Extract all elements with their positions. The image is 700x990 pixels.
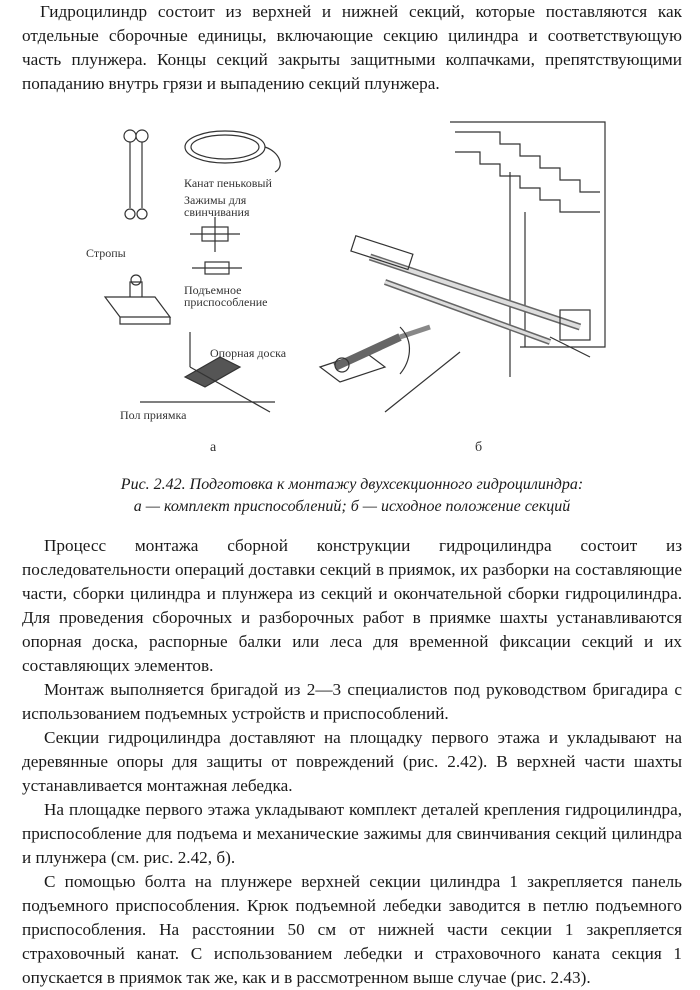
label-lifting-line1: Подъемное: [184, 283, 242, 297]
clamps-drawing: [190, 217, 242, 274]
body-text: [22, 534, 682, 990]
caption-line2: а — комплект приспособлений; б — исходное положение секций: [133, 498, 571, 515]
lifting-device-drawing: [105, 275, 170, 324]
label-slings: Стропы: [86, 246, 126, 260]
label-clamps-line1: Зажимы для: [184, 193, 247, 207]
label-subfigure-b: б: [475, 440, 483, 455]
intro-paragraph: Гидроцилиндр состоит из верхней и нижней секций, которые поставляются как отдельные сборочные единицы, включающие секцию цилиндра и соответствующую часть плунжера. Концы секций закрыты защитными колпачками, препятствующими попаданию внутрь грязи и выпадению секций плунжера.: [22, 2, 682, 93]
slings-drawing: [124, 130, 148, 219]
figure-2-42: [80, 112, 640, 462]
support-board-drawing: [140, 332, 275, 412]
paragraph-assembly-process: Процесс монтажа сборной конструкции гидроцилиндра состоит из последовательности операций доставки секций в приямок, их разборки на составляющие части, сборки цилиндра и плунжера из секций и окончательной сборки гидроцилиндра. Для проведения сборочных и разборочных работ в приямке шахты устанавливаются опорная доска, распорные балки или леса для временной фиксации секций и их составляющих элементов.: [22, 536, 682, 675]
label-support-board: Опорная доска: [210, 346, 287, 360]
paragraph-team: Монтаж выполняется бригадой из 2—3 специалистов под руководством бригадира с использованием подъемных устройств и приспособлений.: [22, 680, 682, 723]
paragraph-bolt: С помощью болта на плунжере верхней секции цилиндра 1 закрепляется панель подъемного приспособления. Крюк подъемной лебедки заводится в петлю подъемного приспособления. На расстоянии 50 см от нижней части секции 1 закрепляется страховочный канат. С использованием лебедки и страховочного каната секция 1 опускается в приямок так же, как и в рассмотренном выше случае (рис. 2.43).: [22, 872, 682, 987]
label-clamps: [184, 194, 250, 218]
paragraph-first-floor: На площадке первого этажа укладывают комплект деталей крепления гидроцилиндра, приспособление для подъема и механические зажимы для свинчивания секций цилиндра и плунжера (см. рис. 2.42, б).: [22, 800, 682, 867]
label-lifting-line2: приспособление: [184, 295, 268, 309]
rope-coil-drawing: [185, 131, 280, 172]
label-rope: Канат пеньковый: [184, 176, 272, 190]
label-pit-floor: Пол приямка: [120, 408, 187, 422]
label-lifting-device: [184, 284, 268, 308]
shaft-stairs-drawing: [450, 122, 605, 377]
figure-caption: [22, 474, 682, 518]
section-on-support-drawing: [320, 327, 460, 412]
caption-line1: Рис. 2.42. Подготовка к монтажу двухсекционного гидроцилиндра:: [120, 476, 584, 493]
label-subfigure-a: а: [210, 440, 217, 455]
label-clamps-line2: свинчивания: [184, 205, 250, 219]
paragraph-delivery: Секции гидроцилиндра доставляют на площадку первого этажа и укладывают на деревянные опоры для защиты от повреждений (рис. 2.42). В верхней части шахты устанавливается монтажная лебедка.: [22, 728, 682, 795]
